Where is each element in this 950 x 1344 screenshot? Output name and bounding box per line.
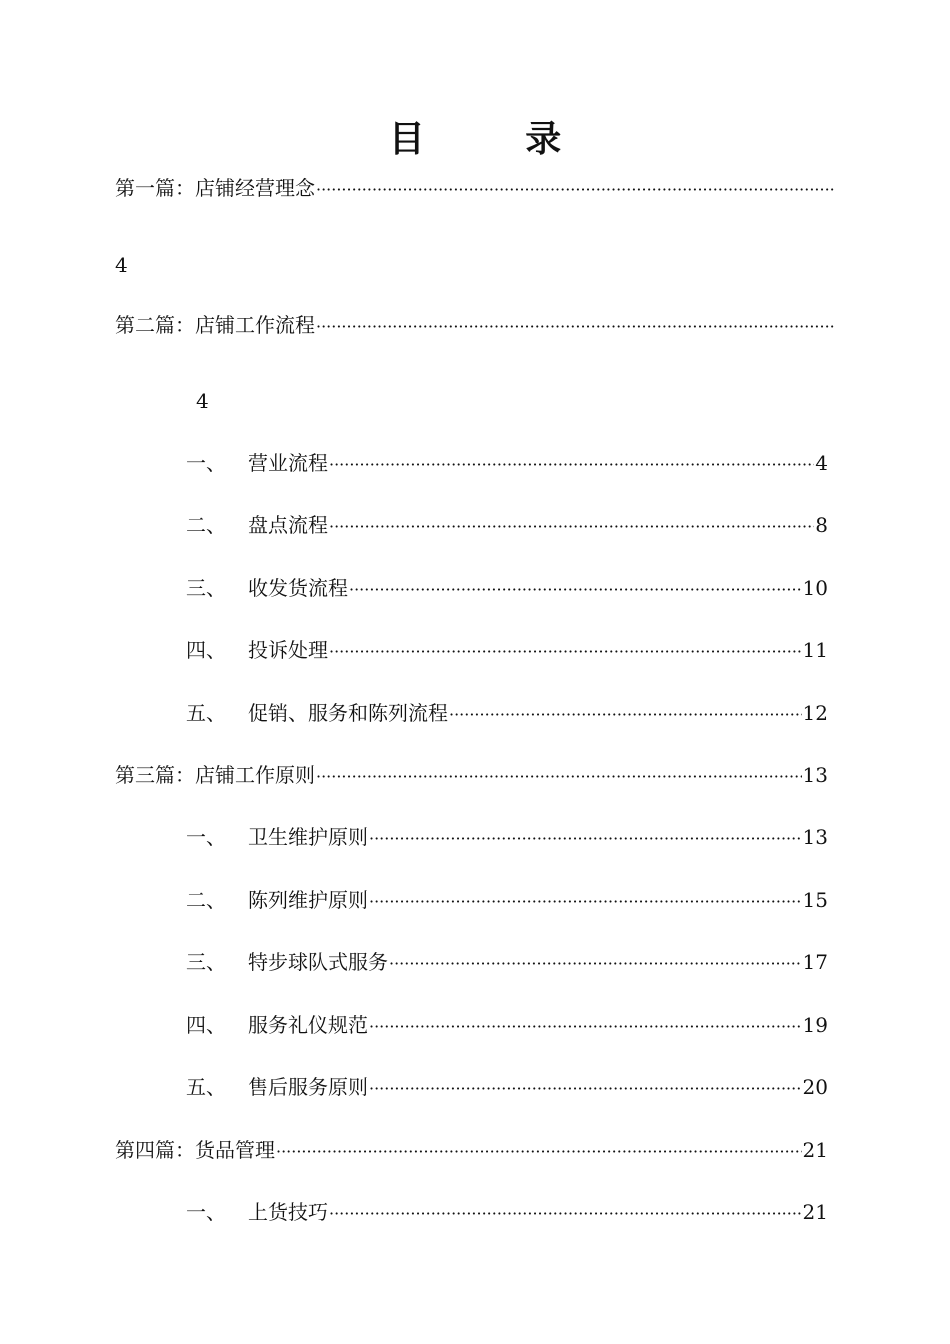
toc-entry-section[interactable]: [186, 1012, 828, 1040]
toc-entry-ordinal: 一、: [186, 451, 226, 475]
leader-dots: [349, 577, 802, 603]
leader-dots: [369, 826, 802, 852]
toc-entry-label: 特步球队式服务: [248, 950, 388, 974]
toc-entry-page-number: 21: [802, 1200, 828, 1224]
toc-entry-part-2[interactable]: [115, 312, 837, 340]
leader-dots: [316, 764, 802, 790]
toc-entry-section[interactable]: [186, 1199, 828, 1227]
leader-dots: [276, 1139, 802, 1165]
toc-entry-page-number: 15: [802, 888, 828, 912]
toc-entry-section[interactable]: [186, 575, 828, 603]
toc-entry-ordinal: 四、: [186, 638, 226, 662]
toc-entry-label: 第一篇：店铺经营理念: [115, 176, 315, 200]
toc-entry-page-number: 21: [802, 1138, 828, 1162]
toc-entry-page-number: 11: [802, 638, 828, 662]
leader-dots: [389, 951, 802, 977]
toc-entry-ordinal: 二、: [186, 513, 226, 537]
toc-entry-section[interactable]: [186, 949, 828, 977]
toc-entry-ordinal: 五、: [186, 701, 226, 725]
toc-entry-ordinal: 三、: [186, 950, 226, 974]
page-title: 目 录: [388, 118, 606, 160]
toc-entry-page-number: 17: [802, 950, 828, 974]
leader-dots: [329, 1201, 802, 1227]
toc-entry-ordinal: 二、: [186, 888, 226, 912]
toc-entry-page-number: 4: [196, 389, 209, 413]
toc-entry-ordinal: 一、: [186, 825, 226, 849]
toc-entry-ordinal: 一、: [186, 1200, 226, 1224]
toc-entry-page-number: 19: [802, 1013, 828, 1037]
toc-entry-page-number: 8: [815, 513, 828, 537]
leader-dots: [316, 177, 836, 203]
leader-dots: [369, 889, 802, 915]
leader-dots: [329, 639, 802, 665]
toc-entry-part-3[interactable]: [115, 762, 828, 790]
toc-entry-label: 陈列维护原则: [248, 888, 368, 912]
toc-entry-page-number: 4: [815, 451, 828, 475]
toc-entry-section[interactable]: [186, 1074, 828, 1102]
toc-entry-page-number: 20: [802, 1075, 828, 1099]
leader-dots: [316, 314, 836, 340]
toc-entry-ordinal: 三、: [186, 576, 226, 600]
toc-entry-label: 营业流程: [248, 451, 328, 475]
toc-entry-section[interactable]: [186, 700, 828, 728]
toc-entry-page-number: 10: [802, 576, 828, 600]
toc-entry-label: 促销、服务和陈列流程: [248, 701, 448, 725]
toc-entry-label: 盘点流程: [248, 513, 328, 537]
toc-entry-section[interactable]: [186, 637, 828, 665]
toc-entry-label: 售后服务原则: [248, 1075, 368, 1099]
toc-entry-ordinal: 四、: [186, 1013, 226, 1037]
leader-dots: [369, 1014, 802, 1040]
leader-dots: [329, 514, 814, 540]
toc-entry-ordinal: 五、: [186, 1075, 226, 1099]
toc-entry-label: 投诉处理: [248, 638, 328, 662]
toc-entry-part-1[interactable]: [115, 175, 837, 203]
toc-entry-section[interactable]: [186, 450, 828, 478]
toc-entry-label: 卫生维护原则: [248, 825, 368, 849]
toc-entry-label: 收发货流程: [248, 576, 348, 600]
toc-entry-page-number: 12: [802, 701, 828, 725]
toc-entry-label: 上货技巧: [248, 1200, 328, 1224]
toc-entry-page-number: 13: [802, 763, 828, 787]
toc-entry-page-number: 13: [802, 825, 828, 849]
toc-entry-label: 第四篇：货品管理: [115, 1138, 275, 1162]
toc-entry-page-number: 4: [115, 253, 128, 277]
toc-entry-section[interactable]: [186, 512, 828, 540]
toc-entry-label: 第二篇：店铺工作流程: [115, 313, 315, 337]
leader-dots: [329, 452, 814, 478]
toc-entry-section[interactable]: [186, 887, 828, 915]
toc-entry-part-4[interactable]: [115, 1137, 828, 1165]
leader-dots: [369, 1076, 802, 1102]
toc-entry-section[interactable]: [186, 824, 828, 852]
leader-dots: [449, 702, 802, 728]
toc-entry-label: 第三篇：店铺工作原则: [115, 763, 315, 787]
toc-entry-label: 服务礼仪规范: [248, 1013, 368, 1037]
